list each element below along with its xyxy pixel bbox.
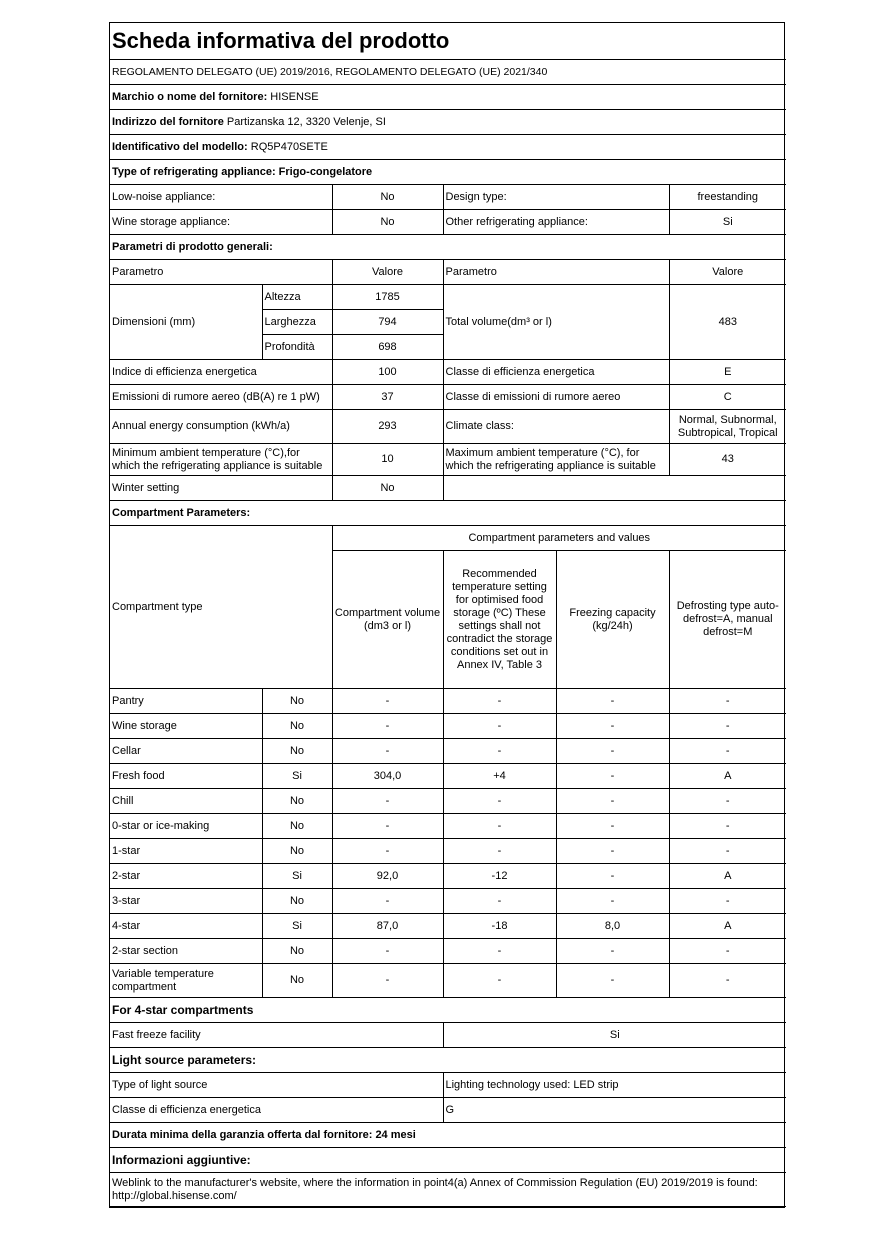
energy-class-value: E [669, 360, 786, 385]
other-refrig-value: Si [669, 210, 786, 235]
compartment-temp: -18 [443, 914, 556, 939]
supplier-row [110, 85, 786, 110]
wine-storage-value: No [332, 210, 443, 235]
annual-energy-value: 293 [332, 410, 443, 444]
compartment-name: 0-star or ice-making [110, 814, 262, 839]
compartment-freezing: - [556, 789, 669, 814]
compartment-temp: - [443, 939, 556, 964]
compartment-name: Chill [110, 789, 262, 814]
max-temp-value: 43 [669, 444, 786, 476]
compartment-defrost: A [669, 914, 786, 939]
freezing-header: Freezing capacity (kg/24h) [556, 551, 669, 689]
width-value: 794 [332, 310, 443, 335]
design-type-label: Design type: [443, 185, 669, 210]
compartment-volume: 304,0 [332, 764, 443, 789]
low-noise-label: Low-noise appliance: [110, 185, 332, 210]
compartment-present: No [262, 814, 332, 839]
supplier-label: Marchio o nome del fornitore: [112, 90, 268, 103]
winter-value: No [332, 476, 443, 501]
total-volume-label: Total volume(dm³ or l) [443, 285, 669, 360]
regulation-text: REGOLAMENTO DELEGATO (UE) 2019/2016, REGOLAMENTO DELEGATO (UE) 2021/340 [110, 60, 786, 85]
compartment-defrost: - [669, 689, 786, 714]
compartment-volume: - [332, 814, 443, 839]
compartment-present: No [262, 839, 332, 864]
winter-label: Winter setting [110, 476, 332, 501]
compartment-temp: - [443, 839, 556, 864]
param-header-2: Parametro [443, 260, 669, 285]
address-row [110, 110, 786, 135]
compartment-freezing: - [556, 689, 669, 714]
compartment-freezing: - [556, 864, 669, 889]
compartment-defrost: - [669, 814, 786, 839]
compartment-defrost: A [669, 764, 786, 789]
table-row [110, 789, 786, 814]
compartment-name: Wine storage [110, 714, 262, 739]
compartment-name: Cellar [110, 739, 262, 764]
compartment-volume: 92,0 [332, 864, 443, 889]
weblink-text: Weblink to the manufacturer's website, where the information in point4(a) Annex of Commission Regulation (EU) 2019/2019 is found: http://global.hisense.com/ [110, 1173, 786, 1207]
table-row [110, 914, 786, 939]
compartment-volume: - [332, 839, 443, 864]
compartment-temp: +4 [443, 764, 556, 789]
address-label: Indirizzo del fornitore [112, 115, 224, 128]
compartment-temp: - [443, 889, 556, 914]
sheet-table [110, 23, 786, 1207]
model-row [110, 135, 786, 160]
compartment-present: Si [262, 764, 332, 789]
compartment-type-header: Compartment type [110, 526, 332, 689]
table-row [110, 864, 786, 889]
table-row [110, 764, 786, 789]
compartment-present: No [262, 939, 332, 964]
climate-class-label: Climate class: [443, 410, 669, 444]
light-type-label: Type of light source [110, 1073, 443, 1098]
compartment-defrost: - [669, 739, 786, 764]
compartment-volume: - [332, 939, 443, 964]
compartment-freezing: - [556, 964, 669, 998]
fast-freeze-value: Si [443, 1023, 786, 1048]
compartment-name: Variable temperature compartment [110, 964, 262, 998]
volume-header: Compartment volume (dm3 or l) [332, 551, 443, 689]
compartment-defrost: A [669, 864, 786, 889]
table-row [110, 839, 786, 864]
compartment-name: 3-star [110, 889, 262, 914]
noise-class-value: C [669, 385, 786, 410]
noise-label: Emissioni di rumore aereo (dB(A) re 1 pW) [110, 385, 332, 410]
temperature-header: Recommended temperature setting for optimised food storage (ºC) These settings shall not contradict the storage conditions set out in Annex IV, Table 3 [443, 551, 556, 689]
compartment-freezing: 8,0 [556, 914, 669, 939]
compartment-temp: - [443, 789, 556, 814]
compartment-freezing: - [556, 739, 669, 764]
compartment-volume: - [332, 689, 443, 714]
compartment-present: No [262, 739, 332, 764]
table-row [110, 939, 786, 964]
compartment-temp: - [443, 714, 556, 739]
compartment-volume: 87,0 [332, 914, 443, 939]
compartment-name: Fresh food [110, 764, 262, 789]
height-label: Altezza [262, 285, 332, 310]
compartment-defrost: - [669, 839, 786, 864]
height-value: 1785 [332, 285, 443, 310]
compartment-present: No [262, 689, 332, 714]
table-row [110, 889, 786, 914]
empty-cell [443, 476, 786, 501]
other-refrig-label: Other refrigerating appliance: [443, 210, 669, 235]
compartment-defrost: - [669, 889, 786, 914]
annual-energy-label: Annual energy consumption (kWh/a) [110, 410, 332, 444]
four-star-title: For 4-star compartments [110, 998, 786, 1023]
light-class-label: Classe di efficienza energetica [110, 1098, 443, 1123]
value-header: Valore [332, 260, 443, 285]
total-volume-value: 483 [669, 285, 786, 360]
compartment-group-header: Compartment parameters and values [332, 526, 786, 551]
min-temp-value: 10 [332, 444, 443, 476]
address-value: Partizanska 12, 3320 Velenje, SI [226, 115, 386, 128]
compartment-present: Si [262, 864, 332, 889]
compartment-freezing: - [556, 714, 669, 739]
compartment-title: Compartment Parameters: [110, 501, 786, 526]
eei-label: Indice di efficienza energetica [110, 360, 332, 385]
compartment-temp: -12 [443, 864, 556, 889]
compartment-name: 1-star [110, 839, 262, 864]
compartment-volume: - [332, 714, 443, 739]
compartment-volume: - [332, 964, 443, 998]
supplier-value: HISENSE [270, 90, 319, 103]
light-title: Light source parameters: [110, 1048, 786, 1073]
compartment-volume: - [332, 789, 443, 814]
table-row [110, 964, 786, 998]
compartment-temp: - [443, 739, 556, 764]
compartment-defrost: - [669, 789, 786, 814]
compartment-present: No [262, 789, 332, 814]
climate-class-value: Normal, Subnormal, Subtropical, Tropical [669, 410, 786, 444]
general-params-title: Parametri di prodotto generali: [110, 235, 786, 260]
compartment-present: Si [262, 914, 332, 939]
table-row [110, 714, 786, 739]
design-type-value: freestanding [669, 185, 786, 210]
compartment-name: 2-star [110, 864, 262, 889]
noise-class-label: Classe di emissioni di rumore aereo [443, 385, 669, 410]
table-row [110, 739, 786, 764]
compartment-present: No [262, 714, 332, 739]
min-temp-label: Minimum ambient temperature (°C),for which the refrigerating appliance is suitable [110, 444, 332, 476]
wine-storage-label: Wine storage appliance: [110, 210, 332, 235]
max-temp-label: Maximum ambient temperature (°C), for which the refrigerating appliance is suitable [443, 444, 669, 476]
noise-value: 37 [332, 385, 443, 410]
defrost-header: Defrosting type auto-defrost=A, manual defrost=M [669, 551, 786, 689]
light-type-value: Lighting technology used: LED strip [443, 1073, 786, 1098]
table-row [110, 814, 786, 839]
compartment-temp: - [443, 689, 556, 714]
compartment-defrost: - [669, 939, 786, 964]
compartment-defrost: - [669, 714, 786, 739]
compartment-present: No [262, 964, 332, 998]
compartment-temp: - [443, 964, 556, 998]
compartment-freezing: - [556, 889, 669, 914]
table-row [110, 689, 786, 714]
compartment-freezing: - [556, 764, 669, 789]
width-label: Larghezza [262, 310, 332, 335]
compartment-volume: - [332, 739, 443, 764]
low-noise-value: No [332, 185, 443, 210]
compartment-freezing: - [556, 814, 669, 839]
compartment-temp: - [443, 814, 556, 839]
model-label: Identificativo del modello: [112, 140, 248, 153]
info-title: Informazioni aggiuntive: [110, 1148, 786, 1173]
compartment-name: 4-star [110, 914, 262, 939]
param-header: Parametro [110, 260, 332, 285]
compartment-freezing: - [556, 839, 669, 864]
value-header-2: Valore [669, 260, 786, 285]
compartment-defrost: - [669, 964, 786, 998]
fast-freeze-label: Fast freeze facility [110, 1023, 443, 1048]
compartment-name: Pantry [110, 689, 262, 714]
warranty-text: Durata minima della garanzia offerta dal fornitore: 24 mesi [110, 1123, 786, 1148]
depth-label: Profondità [262, 335, 332, 360]
appliance-type: Type of refrigerating appliance: Frigo-congelatore [110, 160, 786, 185]
compartment-volume: - [332, 889, 443, 914]
energy-class-label: Classe di efficienza energetica [443, 360, 669, 385]
product-information-sheet [109, 22, 785, 1208]
compartment-name: 2-star section [110, 939, 262, 964]
light-class-value: G [443, 1098, 786, 1123]
model-value: RQ5P470SETE [250, 140, 328, 153]
dimensions-label: Dimensioni (mm) [110, 285, 262, 360]
compartment-present: No [262, 889, 332, 914]
sheet-title: Scheda informativa del prodotto [110, 23, 786, 60]
eei-value: 100 [332, 360, 443, 385]
compartment-freezing: - [556, 939, 669, 964]
depth-value: 698 [332, 335, 443, 360]
